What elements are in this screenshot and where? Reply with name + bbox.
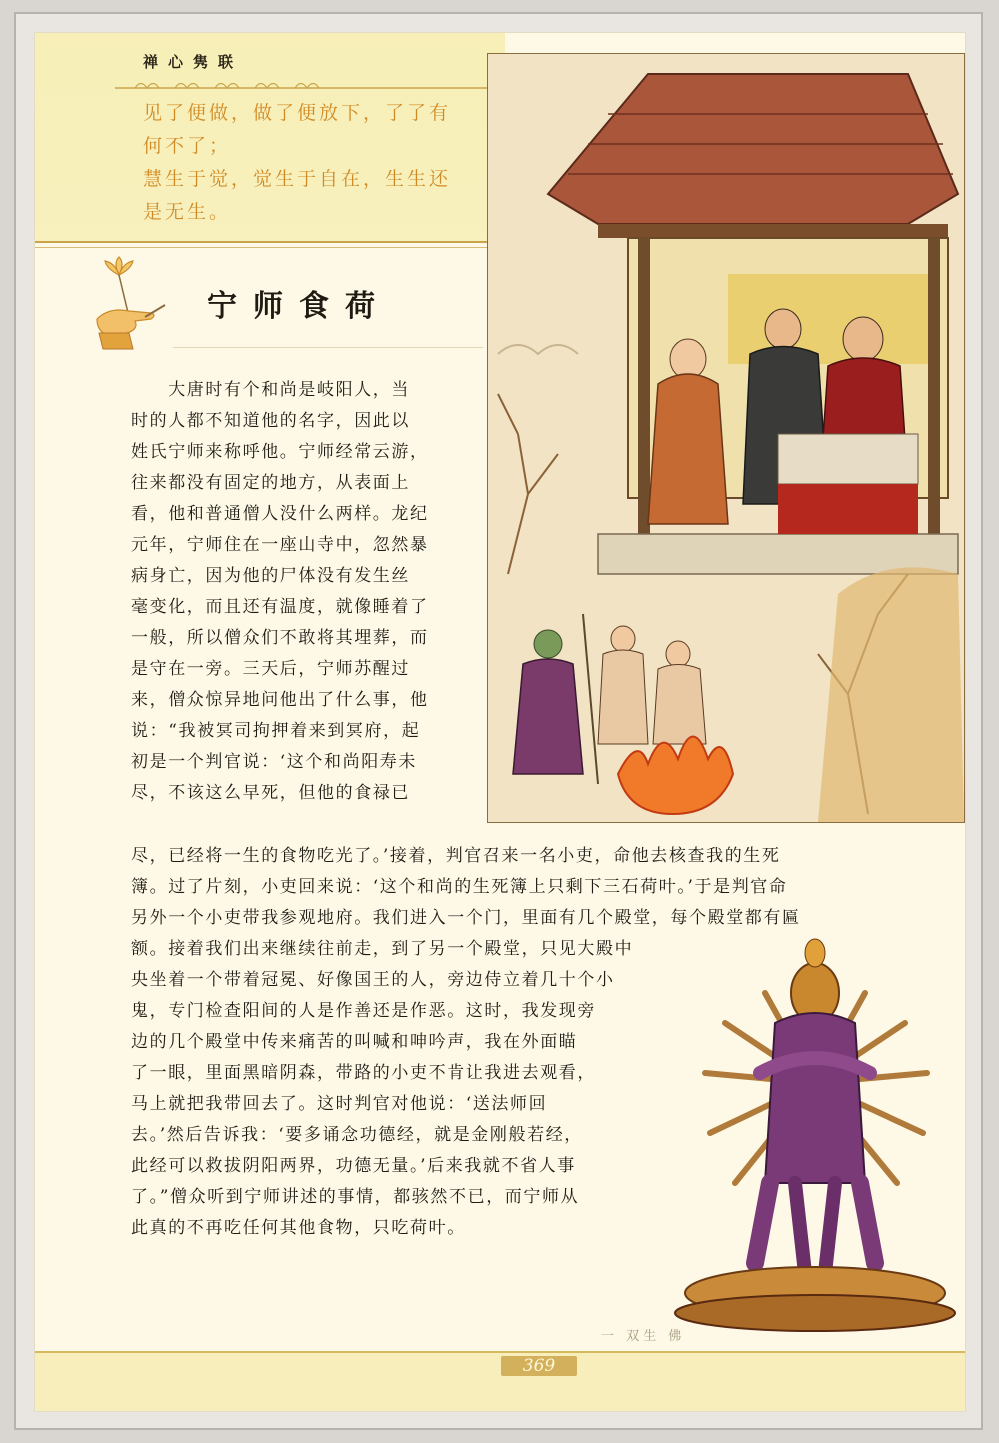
body-line: 去。’然后告诉我：‘要多诵念功德经，就是金刚般若经， [131,1125,583,1145]
footer-rule [35,1351,966,1353]
body-line: 一般，所以僧众们不敢将其埋葬，而 [131,628,429,648]
body-line: 初是一个判官说：‘这个和尚阳寿未 [131,752,418,772]
body-line: 时的人都不知道他的名字，因此以 [131,411,410,431]
body-line: 看，他和普通僧人没什么两样。龙纪 [131,504,429,524]
body-line: 马上就把我带回去了。这时判官对他说：‘送法师回 [131,1094,548,1114]
page-number: 369 [522,1356,556,1376]
body-line: 额。接着我们出来继续往前走，到了另一个殿堂，只见大殿中 [131,939,634,959]
body-line: 元年，宁师住在一座山寺中，忽然暴 [131,535,429,555]
body-line: 病身亡，因为他的尸体没有发生丝 [131,566,410,586]
temple-judgment-painting-icon [487,53,965,823]
double-buddha-statue-icon [665,933,965,1333]
body-line: 另外一个小吏带我参观地府。我们进入一个门，里面有几个殿堂，每个殿堂都有匾 [131,908,801,928]
running-head: 禅心隽联 [143,53,244,71]
quote-line: 慧生于觉，觉生于自在，生生还 [143,168,452,190]
quote-line: 何不了； [143,135,232,157]
header-rule-thin [35,247,505,248]
body-line: 鬼，专门检查阳间的人是作善还是作恶。这时，我发现旁 [131,1001,596,1021]
body-line: 簿。过了片刻，小吏回来说：‘这个和尚的生死簿上只剩下三石荷叶。’于是判官命 [131,877,788,897]
book-page [34,32,966,1412]
body-line: 来，僧众惊异地问他出了什么事，他 [131,690,429,710]
body-line: 说：“我被冥司拘押着来到冥府，起 [131,721,421,741]
body-line: 了。”僧众听到宁师讲述的事情，都骇然不已，而宁师从 [131,1187,580,1207]
header-rule [35,241,505,243]
body-line: 央坐着一个带着冠冕、好像国王的人，旁边侍立着几十个小 [131,970,615,990]
quote-line: 是无生。 [143,201,232,223]
body-line: 此真的不再吃任何其他食物，只吃荷叶。 [131,1218,466,1238]
body-line: 是守在一旁。三天后，宁师苏醒过 [131,659,410,679]
body-line: 了一眼，里面黑暗阴森，带路的小吏不肯让我进去观看， [131,1063,596,1083]
statue-caption: 一 双生 佛 [601,1329,686,1344]
body-line: 毫变化，而且还有温度，就像睡着了 [131,597,429,617]
lotus-ornament-icon [115,77,505,91]
body-line: 姓氏宁师来称呼他。宁师经常云游， [131,442,429,462]
couplet-quote [143,97,483,229]
body-line: 大唐时有个和尚是岐阳人，当 [131,380,410,400]
body-line: 往来都没有固定的地方，从表面上 [131,473,410,493]
article-body-wide [131,841,931,934]
body-line: 尽，已经将一生的食物吃光了。’接着，判官召来一名小吏，命他去核查我的生死 [131,846,781,866]
body-line: 边的几个殿堂中传来痛苦的叫喊和呻吟声，我在外面瞄 [131,1032,578,1052]
title-rule [173,347,483,348]
article-body-narrow [131,375,481,809]
article-title: 宁师食荷 [207,289,391,324]
article-body-mid [131,934,711,1244]
quote-line: 见了便做，做了便放下，了了有 [143,102,452,124]
hand-lotus-icon [89,255,169,355]
body-line: 尽，不该这么早死，但他的食禄已 [131,783,410,803]
body-line: 此经可以救拔阴阳两界，功德无量。’后来我就不省人事 [131,1156,576,1176]
